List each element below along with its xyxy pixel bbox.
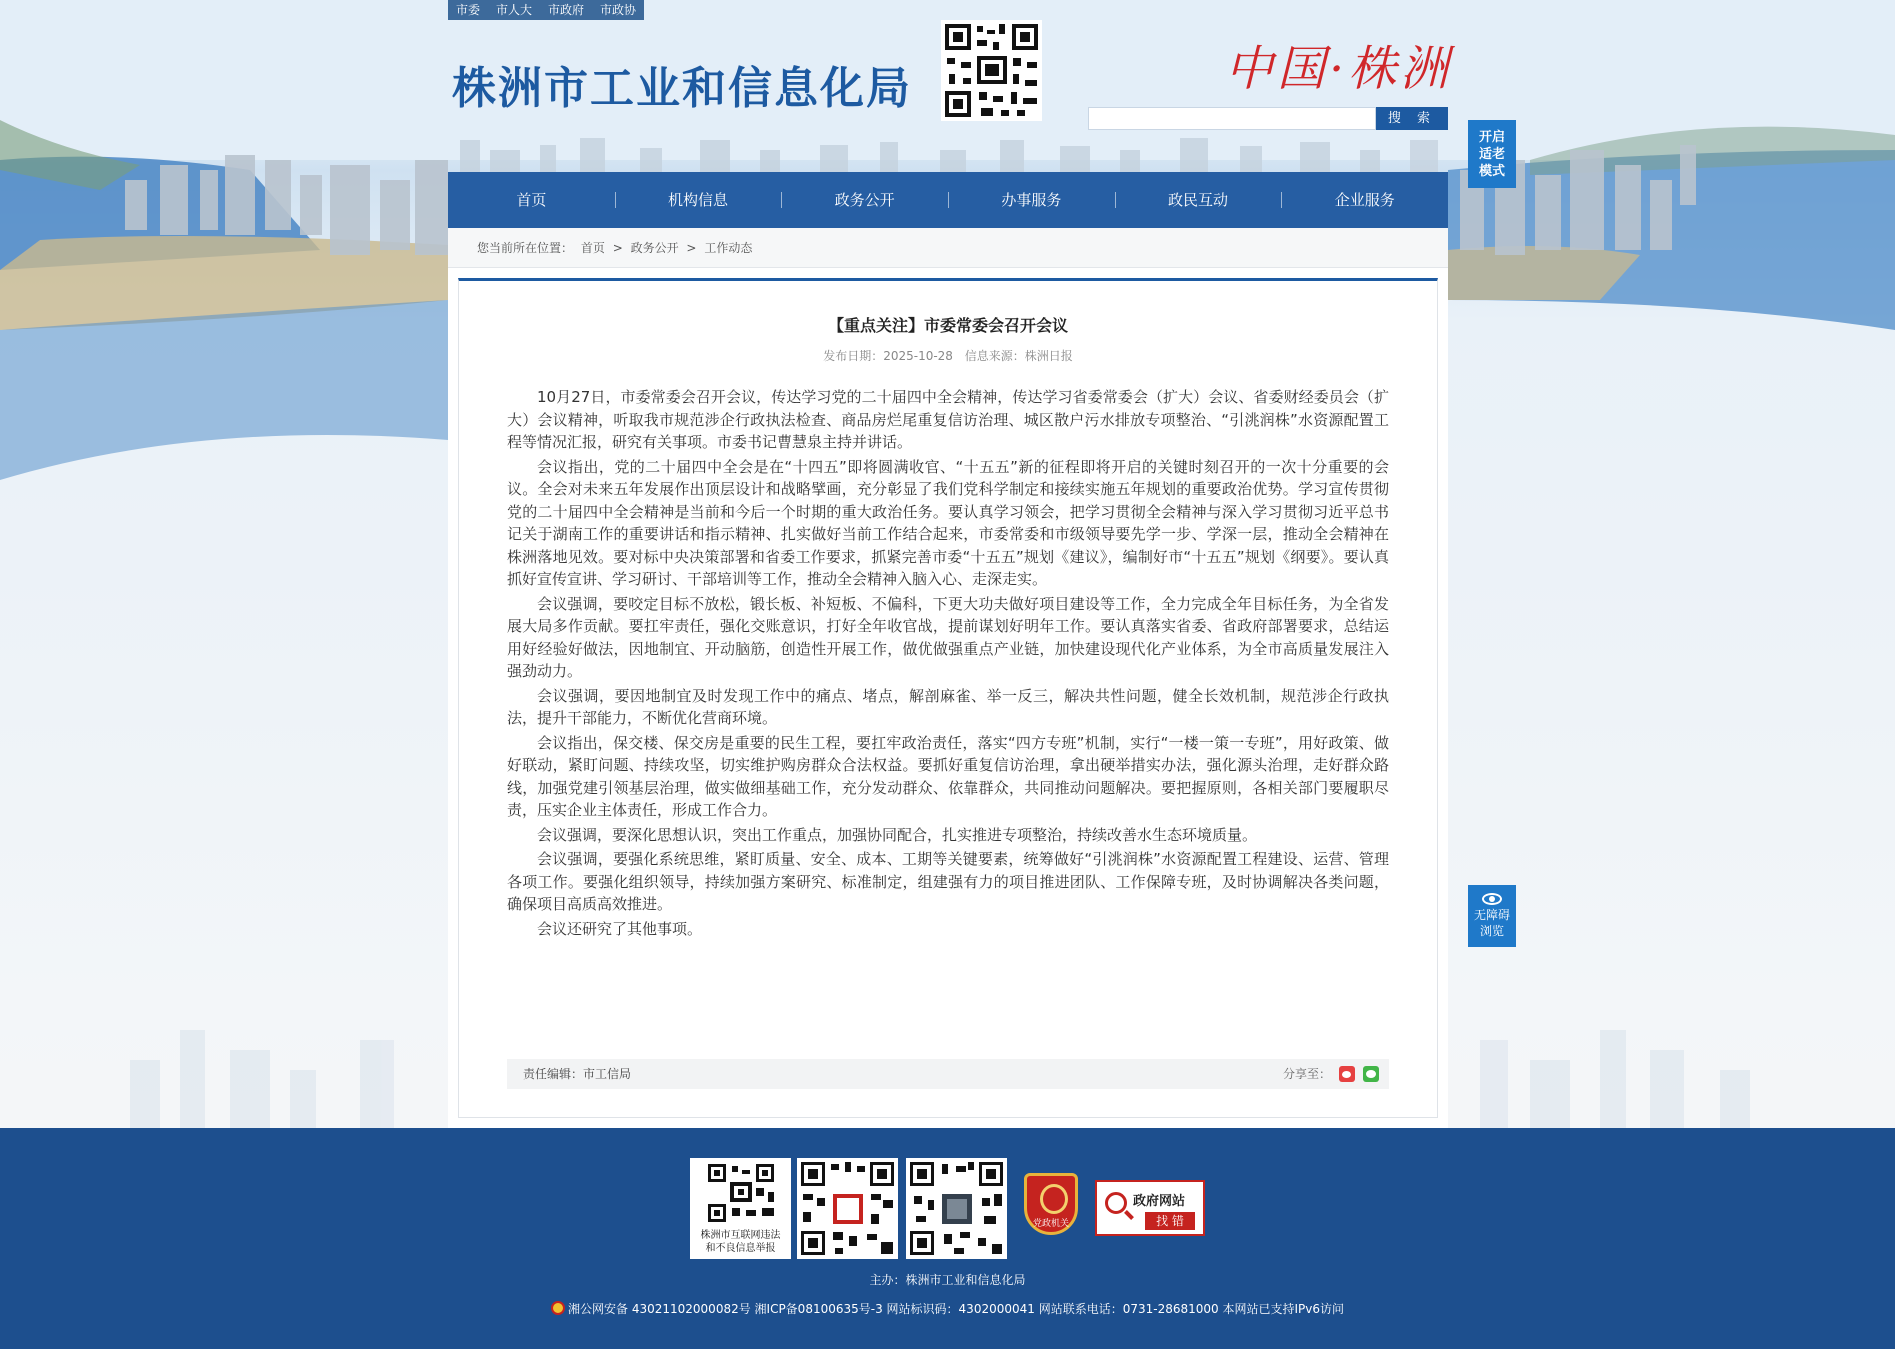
top-link-peoples-congress[interactable]: 市人大 — [496, 3, 533, 17]
article-paragraph: 会议还研究了其他事项。 — [537, 919, 703, 938]
party-badge-label: 党政机关 — [1032, 1219, 1069, 1229]
article-footer — [507, 1059, 1389, 1089]
article-paragraph: 会议强调，要因地制宜及时发现工作中的痛点、堵点，解剖麻雀、举一反三，解决共性问题，健全长效机制，规范涉企行政执法，提升干部能力，不断优化营商环境。 — [507, 686, 1389, 727]
main-nav — [448, 172, 1448, 228]
report-qr-label: 株洲市互联网违法 和不良信息举报 — [700, 1230, 781, 1254]
magnifier-icon — [1105, 1192, 1127, 1214]
weibo-qr-code[interactable] — [906, 1158, 1007, 1259]
breadcrumb-separator: > — [612, 241, 623, 255]
editor-label: 责任编辑： — [523, 1067, 584, 1081]
qr-code-icon — [797, 1158, 898, 1259]
footer-host: 主办：株洲市工业和信息化局 — [869, 1273, 1026, 1287]
top-link-party-committee[interactable]: 市委 — [456, 3, 481, 17]
nav-services[interactable]: 办事服务 — [948, 172, 1115, 228]
site-title[interactable]: 株洲市工业和信息化局 — [452, 63, 912, 114]
share-bar — [1283, 1059, 1379, 1089]
article-paragraph: 10月27日，市委常委会召开会议，传达学习党的二十届四中全会精神，传达学习省委常委会（扩大）会议、省委财经委员会（扩大）会议精神，听取我市规范涉企行政执法检查、商品房烂尾重复信访治理、城区散户污水排放专项整治、“引洮润株”水资源配置工程等情况汇报，研究有关事项。市委书记曹慧泉主持并讲话。 — [507, 388, 1389, 451]
qr-code-icon — [690, 1158, 791, 1228]
gov-error-button: 找 错 — [1145, 1212, 1195, 1230]
search-input[interactable] — [1088, 107, 1376, 130]
top-link-government[interactable]: 市政府 — [548, 3, 585, 17]
breadcrumb-work-news[interactable]: 工作动态 — [704, 241, 753, 255]
article — [458, 278, 1438, 1118]
accessibility-label: 无障碍浏览 — [1473, 908, 1510, 938]
article-title: 【重点关注】市委常委会召开会议 — [827, 316, 1068, 335]
nav-government-affairs[interactable]: 政务公开 — [781, 172, 948, 228]
top-links — [448, 0, 644, 20]
nav-enterprise-services[interactable]: 企业服务 — [1281, 172, 1448, 228]
nav-institution-info[interactable]: 机构信息 — [615, 172, 782, 228]
weibo-share-icon[interactable] — [1339, 1066, 1355, 1082]
article-meta — [459, 347, 1437, 364]
article-paragraph: 会议强调，要深化思想认识，突出工作重点，加强协同配合，扎实推进专项整治，持续改善水生态环境质量。 — [537, 825, 1258, 844]
editor-name: 市工信局 — [583, 1067, 632, 1081]
breadcrumb-separator: > — [686, 241, 697, 255]
breadcrumb-home[interactable]: 首页 — [580, 241, 605, 255]
article-body — [507, 386, 1389, 942]
report-qr-code[interactable] — [690, 1158, 791, 1259]
elder-mode-label: 开启适老模式 — [1478, 130, 1505, 179]
wechat-share-icon[interactable] — [1363, 1066, 1379, 1082]
breadcrumb-government-affairs[interactable]: 政务公开 — [630, 241, 679, 255]
footer-icp — [0, 1300, 1895, 1317]
footer — [0, 1128, 1895, 1349]
qr-code-icon — [906, 1158, 1007, 1259]
date-label: 发布日期：2025-10-28 — [823, 349, 953, 363]
nav-interaction[interactable]: 政民互动 — [1115, 172, 1282, 228]
icp-text[interactable]: 湘公网安备 43021102000082号 湘ICP备08100635号-3 网站标识码：4302000041 网站联系电话：0731-28681000 本网站已支持IPv6访问 — [568, 1302, 1344, 1316]
wechat-qr-code[interactable] — [797, 1158, 898, 1259]
search-button[interactable]: 搜 索 — [1376, 107, 1448, 130]
article-paragraph: 会议强调，要咬定目标不放松，锻长板、补短板、不偏科，下更大功夫做好项目建设等工作，全力完成全年目标任务，为全省发展大局多作贡献。要扛牢责任，强化交账意识，打好全年收官战，提前谋划好明年工作。要认真落实省委、省政府部署要求，总结运用好经验好做法，因地制宜、开动脑筋，创造性开展工作，做优做强重点产业链，加快建设现代化产业体系，为全市高质量发展注入强劲动力。 — [507, 594, 1389, 680]
accessibility-button[interactable] — [1468, 885, 1516, 947]
eye-icon — [1482, 893, 1502, 905]
source-label: 信息来源：株洲日报 — [964, 349, 1073, 363]
article-paragraph: 会议指出，党的二十届四中全会是在“十四五”即将圆满收官、“十五五”新的征程即将开启的关键时刻召开的一次十分重要的会议。全会对未来五年发展作出顶层设计和战略擘画，充分彰显了我们党科学制定和接续实施五年规划的重要政治优势。学习宣传贯彻党的二十届四中全会精神是当前和今后一个时期的重大政治任务。要认真学习领会，把学习贯彻全会精神与深入学习贯彻习近平总书记关于湖南工作的重要讲话和指示精神、扎实做好当前工作结合起来，市委常委和市级领导要先学一步、学深一层，推动全会精神在株洲落地见效。要对标中央决策部署和省委工作要求，抓紧完善市委“十五五”规划《建议》，编制好市“十五五”规划《纲要》。要认真抓好宣传宣讲、学习研讨、干部培训等工作，推动全会精神入脑入心、走深走实。 — [507, 457, 1389, 588]
zhuzhou-calligraphy-logo: 中国·株洲 — [1225, 41, 1453, 97]
article-paragraph: 会议指出，保交楼、保交房是重要的民生工程，要扛牢政治责任，落实“四方专班”机制，实行“一楼一策一专班”，用好政策、做好联动，紧盯问题、持续攻坚，切实维护购房群众合法权益。要抓好重复信访治理，拿出硬举措实办法，强化源头治理，走好群众路线，加强党建引领基层治理，做实做细基础工作，充分发动群众、依靠群众，共同推动问题解决。要把握原则，各相关部门要履职尽责，压实企业主体责任，形成工作合力。 — [507, 733, 1389, 819]
content-area — [448, 228, 1448, 1128]
article-paragraph: 会议强调，要强化系统思维，紧盯质量、安全、成本、工期等关键要素，统筹做好“引洮润株”水资源配置工程建设、运营、管理各项工作。要强化组织领导，持续加强方案研究、标准制定，组建强有力的项目推进团队、工作保障专班，及时协调解决各类问题，确保项目高质高效推进。 — [507, 850, 1389, 913]
gov-website-error-report[interactable] — [1095, 1180, 1205, 1236]
qr-code-icon — [941, 20, 1042, 121]
elder-mode-button[interactable] — [1468, 120, 1516, 188]
top-link-cppcc[interactable]: 市政协 — [600, 3, 637, 17]
share-label: 分享至： — [1282, 1067, 1331, 1081]
nav-home[interactable]: 首页 — [516, 191, 547, 209]
breadcrumb — [448, 228, 1448, 268]
party-government-badge[interactable] — [1024, 1173, 1078, 1235]
gov-error-title: 政府网站 — [1133, 1194, 1186, 1209]
breadcrumb-prefix: 您当前所在位置： — [477, 241, 574, 255]
police-badge-icon — [551, 1301, 565, 1315]
